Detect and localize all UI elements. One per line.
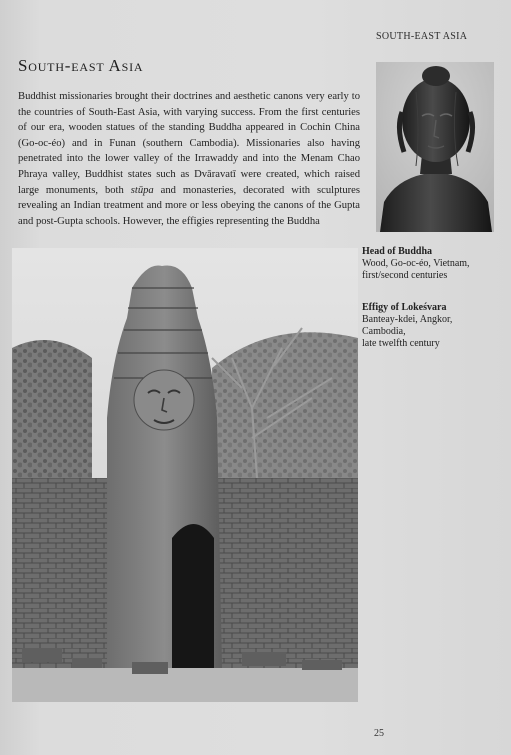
body-text-part1: Buddhist missionaries brought their doctrines and aesthetic canons very early to the countries of South-East Asia, with varying success. From the first centuries of our era, wooden statues of the standing Buddha appeared in Cochin China (Go-oc-éo) and in Funan (southern Cambodia). Missionaries also having penetrated into the lower valley of the Irrawaddy and into the Menam Chao Phraya valley, Buddhist states such as Dvāravatī were created, which raised large monuments, both: [18, 91, 360, 196]
buddha-head-photo: [376, 62, 494, 232]
caption-line: Cambodia,: [362, 326, 406, 337]
caption-lokesvara: [362, 302, 502, 350]
caption-line: Wood, Go-oc-éo, Vietnam,: [362, 258, 470, 269]
caption-title: Head of Buddha: [362, 246, 433, 257]
caption-title: Effigy of Lokeśvara: [362, 302, 447, 313]
body-text-part2: and monasteries, decorated with sculptures revealing an Indian treatment and more or less obeying the canons of the Gupta and post-Gupta schools. However, the effigies representing the Buddha: [18, 184, 360, 227]
running-head: SOUTH-EAST ASIA: [376, 31, 468, 42]
body-paragraph: [18, 89, 360, 229]
caption-line: late twelfth century: [362, 338, 440, 349]
caption-line: first/second centuries: [362, 270, 448, 281]
page-number: 25: [374, 728, 384, 739]
caption-line: Banteay-kdei, Angkor,: [362, 314, 453, 325]
buddha-head-illustration: [376, 62, 494, 232]
lokesvara-temple-photo: [12, 248, 358, 702]
caption-buddha-head: [362, 246, 502, 282]
section-title: South-east Asia: [18, 56, 144, 75]
temple-gate-illustration: [12, 248, 358, 702]
body-text-italic: stūpa: [130, 184, 154, 196]
